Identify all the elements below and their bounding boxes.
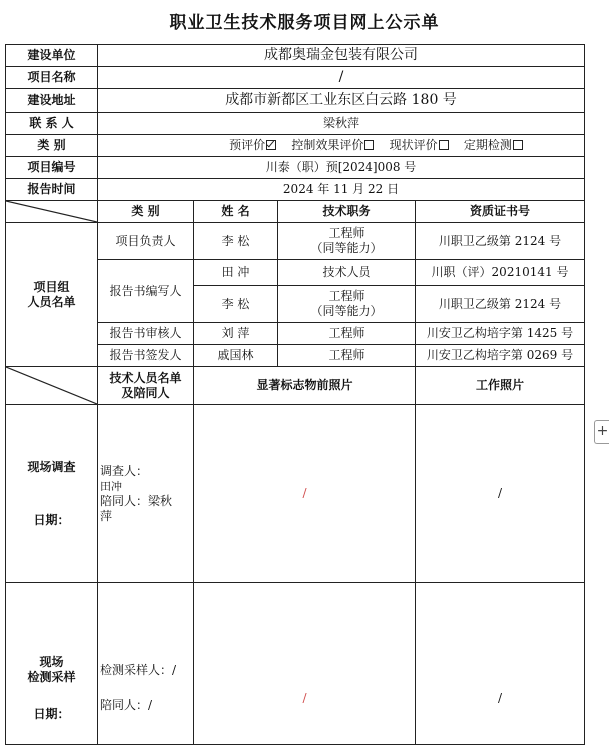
project-name-value: /: [98, 67, 585, 89]
address-label: 建设地址: [6, 89, 98, 113]
team-cert: 川职卫乙级第 2124 号: [416, 286, 585, 323]
build-unit-value: 成都奥瑞金包装有限公司: [98, 45, 585, 67]
team-title: 工程师: [278, 323, 416, 345]
sampling-work-photo: /: [416, 583, 585, 745]
team-name: 戚国林: [194, 345, 278, 367]
checkbox-icon: [513, 140, 523, 150]
team-row: [6, 223, 585, 260]
contact-row: [6, 113, 585, 135]
project-name-label: 项目名称: [6, 67, 98, 89]
photo-header-row: [6, 367, 585, 405]
survey-staff: [98, 405, 194, 583]
team-title: 工程师: [278, 345, 416, 367]
team-header-cert: 资质证书号: [416, 201, 585, 223]
sampling-label: 现场 检测采样 日期：: [6, 583, 98, 745]
team-role: 项目负责人: [98, 223, 194, 260]
team-header-title: 技术职务: [278, 201, 416, 223]
team-header-name: 姓 名: [194, 201, 278, 223]
team-cert: 川安卫乙构培字第 0269 号: [416, 345, 585, 367]
address-row: [6, 89, 585, 113]
team-group-label: 项目组 人员名单: [6, 223, 98, 367]
survey-companion-cont: 萍: [100, 508, 113, 523]
project-number-value: 川泰（职）预[2024]008 号: [98, 157, 585, 179]
category-label: 类 别: [6, 135, 98, 157]
team-title: 技术人员: [278, 260, 416, 286]
team-cert: 川安卫乙构培字第 1425 号: [416, 323, 585, 345]
work-photo-header: 工作照片: [416, 367, 585, 405]
contact-value: 梁秋萍: [98, 113, 585, 135]
checked-checkbox-icon: [266, 140, 276, 150]
project-name-row: [6, 67, 585, 89]
team-title: 工程师 （同等能力）: [278, 223, 416, 260]
category-option-pre-evaluation: 预评价: [229, 138, 276, 152]
team-role: 报告书编写人: [98, 260, 194, 323]
checkbox-icon: [439, 140, 449, 150]
sampling-row: [6, 583, 585, 745]
investigator-name: 田冲: [100, 479, 122, 493]
survey-landmark-photo: /: [194, 405, 416, 583]
project-number-row: [6, 157, 585, 179]
team-name: 田 冲: [194, 260, 278, 286]
diagonal-line: [6, 367, 97, 404]
team-name: 李 松: [194, 223, 278, 260]
survey-work-photo: /: [416, 405, 585, 583]
team-header-category: 类 别: [98, 201, 194, 223]
investigator-label: 调查人：: [100, 463, 149, 478]
team-role: 报告书签发人: [98, 345, 194, 367]
team-name: 李 松: [194, 286, 278, 323]
build-unit-row: [6, 45, 585, 67]
team-title: 工程师 （同等能力）: [278, 286, 416, 323]
address-value: 成都市新都区工业东区白云路 180 号: [98, 89, 585, 113]
survey-row: [6, 405, 585, 583]
sampling-companion: 陪同人：/: [100, 698, 153, 712]
report-date-row: [6, 179, 585, 201]
plus-icon[interactable]: +: [594, 420, 609, 444]
sampling-landmark-photo: /: [194, 583, 416, 745]
checkbox-icon: [364, 140, 374, 150]
project-number-label: 项目编号: [6, 157, 98, 179]
landmark-photo-header: 显著标志物前照片: [194, 367, 416, 405]
report-date-label: 报告时间: [6, 179, 98, 201]
team-role: 报告书审核人: [98, 323, 194, 345]
team-name: 刘 萍: [194, 323, 278, 345]
diagonal-header-cell: [6, 367, 98, 405]
category-option-status-evaluation: 现状评价: [390, 138, 449, 152]
team-cert: 川职（评）20210141 号: [416, 260, 585, 286]
category-row: [6, 135, 585, 157]
disclosure-table: [5, 44, 585, 745]
team-cert: 川职卫乙级第 2124 号: [416, 223, 585, 260]
build-unit-label: 建设单位: [6, 45, 98, 67]
survey-companion: 陪同人：梁秋: [100, 493, 173, 508]
team-header-row: [6, 201, 585, 223]
sampler: 检测采样人：/: [100, 663, 177, 677]
sampling-staff: [98, 583, 194, 745]
staff-header: 技术人员名单 及陪同人: [98, 367, 194, 405]
contact-label: 联 系 人: [6, 113, 98, 135]
diagonal-line: [6, 201, 97, 222]
report-date-value: 2024 年 11 月 22 日: [98, 179, 585, 201]
category-options: [98, 135, 585, 157]
category-option-periodic-testing: 定期检测: [464, 138, 523, 152]
diagonal-header-cell: [6, 201, 98, 223]
category-option-control-effect: 控制效果评价: [291, 138, 374, 152]
survey-label: 现场调查 日期：: [6, 405, 98, 583]
page-title: 职业卫生技术服务项目网上公示单: [169, 13, 440, 33]
